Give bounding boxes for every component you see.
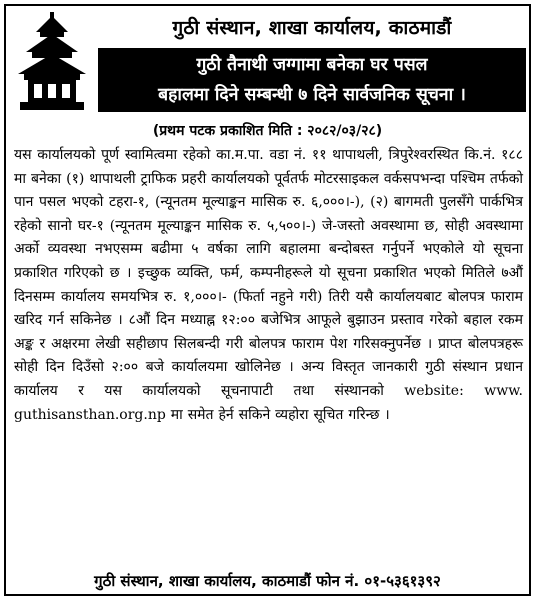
notice-headline [98,48,526,112]
office-title: गुठी संस्थान, शाखा कार्यालय, काठमाडौं [172,17,452,39]
public-notice [4,4,531,596]
headline-line-1: गुठी तैनाथी जग्गामा बनेका घर पसल [196,55,428,75]
headline-line-2: बहालमा दिने सम्बन्धी ७ दिने सार्वजनिक सूचना । [158,85,466,105]
office-footer-phone: गुठी संस्थान, शाखा कार्यालय, काठमाडौं फोन नं. ०१-५३६१३९२ [94,572,441,590]
guthi-sansthan-emblem-icon [14,12,90,116]
notice-body: यस कार्यालयको पूर्ण स्वामित्वमा रहेको का.म.पा. वडा नं. ११ थापाथली, त्रिपुरेश्वरस्थित कि.नं. १८८ मा बनेका (१) थापाथली ट्राफिक प्रहरी कार्यालयको पूर्वतर्फ मोटरसाइकल वर्कसपभन्दा पश्चिम तर्फको पान पसल भएको टहरा-१, (न्यूनतम मूल्याङ्कन मासिक रु. ६,०००।-), (२) बागमती पुलसँगे पार्कभित्र रहेको सानो घर-१ (न्यूनतम मूल्याङ्कन मासिक रु. ५,५००।-) जे-जस्तो अवस्थामा छ, सोही अवस्थामा अर्को व्यवस्था नभएसम्म बढीमा ५ वर्षका लागि बहालमा बन्दोबस्त गर्नुपर्ने भएकोले यो सूचना प्रकाशित गरिएको छ । इच्छुक व्यक्ति, फर्म, कम्पनीहरूले यो सूचना प्रकाशित भएको मितिले ७औं दिनसम्म कार्यालय समयभित्र रु. १,०००।- (फिर्ता नहुने गरी) तिरी यसै कार्यालयबाट बोलपत्र फाराम खरिद गर्न सकिनेछ । ८औं दिन मध्याह्न १२:०० बजेभित्र आफूले बुझाउन प्रस्ताव गरेको बहाल रकम अङ्क र अक्षरमा लेखी सहीछाप सिलबन्दी गरी बोलपत्र फाराम पेश गरिसक्नुपर्नेछ । प्राप्त बोलपत्रहरू सोही दिन दिउँसो २:०० बजे कार्यालयमा खोलिनेछ । अन्य विस्तृत जानकारी गुठी संस्थान प्रधान कार्यालय र यस कार्यालयको सूचनापाटी तथा संस्थानको website: www. guthisansthan.org.np मा समेत हेर्न सकिने व्यहोरा सूचित गरिन्छ । [14,147,523,423]
first-published-date: (प्रथम पटक प्रकाशित मिति : २०८२/०३/२८) [152,123,383,139]
